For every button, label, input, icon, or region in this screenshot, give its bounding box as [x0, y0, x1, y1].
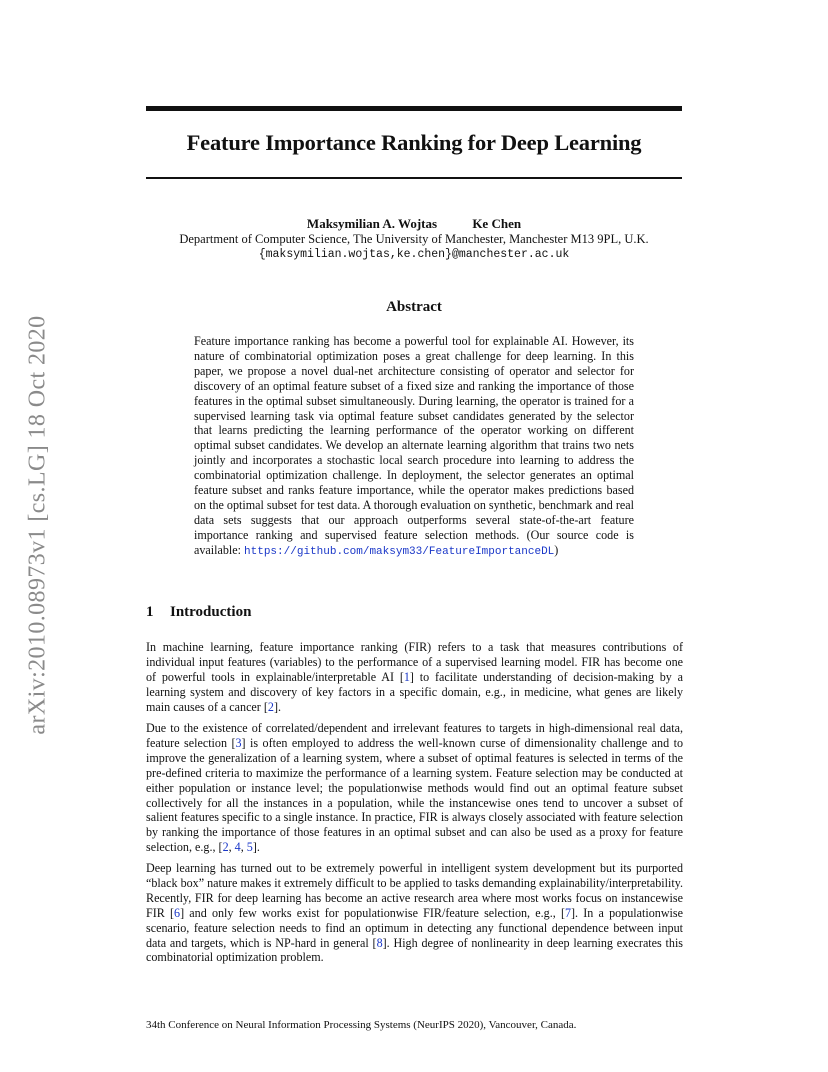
arxiv-sidebar: [20, 290, 56, 760]
section-number: 1: [146, 604, 154, 620]
paragraph-text: ,: [228, 840, 235, 855]
section-title: Introduction: [170, 604, 252, 620]
paragraph-text: ] is often employed to address the well-known curse of dimensionality challenge and to improve the generalization of a learning system, where a subset of optimal features is selected in terms of the pre-defined criteria to maximize the performance of a learning system. Feature selection may be conducted at either population or instance level; the populationwise methods would find out an optimal feature subset collectively for all the instances in a population, while the instancewise ones tend to uncover a subset of salient features specific to a single instance. In practice, FIR is always closely associated with feature selection by ranking the importance of those features in an optimal subset and can also be used as a proxy for feature selection, e.g., [: [146, 735, 683, 855]
citation-link[interactable]: 2: [222, 840, 229, 855]
source-code-link[interactable]: https://github.com/maksym33/FeatureImportanceDL: [244, 545, 555, 558]
intro-paragraph-3: [146, 861, 683, 965]
citation-link[interactable]: 7: [564, 905, 572, 920]
paper-title: Feature Importance Ranking for Deep Learning: [186, 130, 642, 155]
abstract-closing: ): [554, 542, 559, 557]
citation-link[interactable]: 8: [376, 935, 383, 950]
citation-link[interactable]: 2: [267, 699, 274, 714]
section-heading-introduction: [146, 604, 682, 621]
author-affiliation: Department of Computer Science, The University of Manchester, Manchester M13 9PL, U.K.: [179, 232, 649, 246]
citation-link[interactable]: 1: [403, 669, 410, 684]
paragraph-text: In machine learning, feature importance ranking (FIR) refers to a task that measures contributions of individual input features (variables) to the performance of a supervised learning model. FIR has become one of powerful tools in explainable/interpretable AI [: [146, 640, 683, 684]
intro-paragraph-2: [146, 721, 683, 855]
paragraph-text: ].: [252, 840, 260, 855]
citation-link[interactable]: 3: [235, 735, 242, 750]
paragraph-text: ]. High degree of nonlinearity in deep learning execrates this combinatorial optimization problem.: [146, 935, 684, 965]
intro-paragraph-1: [146, 640, 683, 715]
title-bottom-rule: [146, 177, 682, 179]
paragraph-text: Deep learning has turned out to be extremely powerful in intelligent system development but its purported “black box” nature makes it extremely difficult to be applied to tasks demanding explainability/interpretability. Recently, FIR for deep learning has become an active research area where most works focus on instancewise FIR [: [146, 861, 684, 920]
author-list: [146, 216, 682, 232]
author-name: Maksymilian A. Wojtas: [306, 216, 438, 231]
paragraph-text: ]. In a populationwise scenario, feature selection needs to find an optimum in detecting any functional dependence between input data and targets, which is NP-hard in general [: [146, 905, 683, 950]
paragraph-text: Due to the existence of correlated/dependent and irrelevant features to targets in high-dimensional real data, feature selection [: [146, 721, 683, 750]
abstract-heading: Abstract: [386, 299, 442, 315]
author-name: Ke Chen: [472, 216, 522, 231]
title-top-rule: [146, 106, 682, 111]
citation-link[interactable]: 6: [174, 905, 181, 920]
conference-footnote: 34th Conference on Neural Information Processing Systems (NeurIPS 2020), Vancouver, Canada.: [146, 1019, 577, 1031]
paragraph-text: ,: [240, 840, 247, 855]
paragraph-text: ].: [273, 699, 281, 714]
citation-link[interactable]: 5: [246, 840, 253, 855]
abstract-body-text: Feature importance ranking has become a powerful tool for explainable AI. However, its nature of combinatorial optimization poses a great challenge for deep learning. In this paper, we propose a novel dual-net architecture consisting of operator and selector for discovery of an optimal feature subset of a fixed size and ranking the importance of those features in the optimal subset simultaneously. During learning, the operator is trained for a supervised learning task via optimal feature subset candidates generated by the selector that learns predicting the learning performance of the operator working on different optimal subset candidates. We develop an alternate learning algorithm that trains two nets jointly and incorporates a stochastic local search procedure into learning to address the combinatorial optimization challenge. In deployment, the selector generates an optimal feature subset and ranks feature importance, while the operator makes predictions based on the optimal subset for test data. A thorough evaluation on synthetic, benchmark and real data sets suggests that our approach outperforms several state-of-the-art feature importance ranking and supervised feature selection methods. (Our source code is available:: [194, 334, 634, 557]
citation-link[interactable]: 4: [234, 840, 241, 855]
paragraph-text: ] to facilitate understanding of decision-making by a learning system and discovery of key factors in a specific domain, e.g., in medicine, what genes are likely main causes of a cancer [: [146, 669, 684, 714]
abstract-text: [194, 334, 634, 560]
author-email: {maksymilian.wojtas,ke.chen}@manchester.ac.uk: [258, 248, 570, 261]
arxiv-identifier[interactable]: arXiv:2010.08973v1 [cs.LG] 18 Oct 2020: [24, 315, 51, 735]
paragraph-text: ] and only few works exist for populationwise FIR/feature selection, e.g., [: [180, 905, 565, 920]
